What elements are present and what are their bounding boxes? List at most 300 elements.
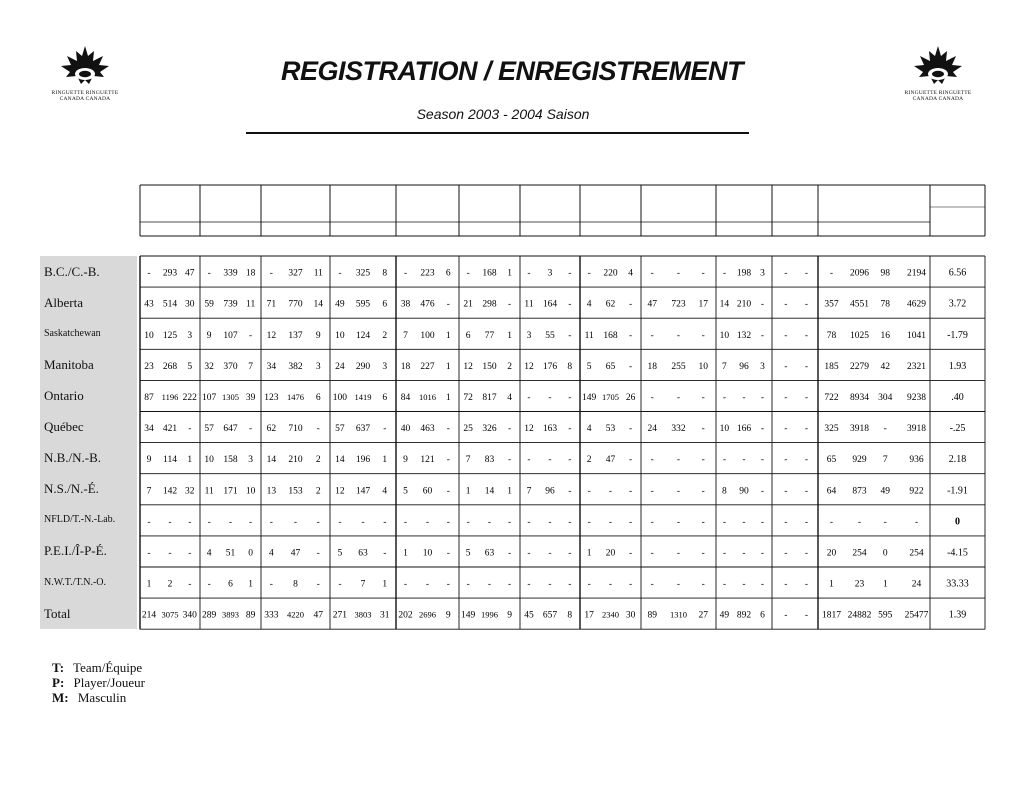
table-cell: -	[722, 517, 726, 528]
table-cell: -	[760, 455, 765, 466]
table-cell: 64	[826, 486, 837, 497]
table-cell: -	[676, 268, 681, 279]
table-cell: -4.15	[947, 547, 968, 559]
table-cell: 7	[526, 486, 532, 497]
table-cell: -	[188, 579, 192, 590]
table-cell: 7	[882, 455, 888, 466]
table-cell: -	[804, 392, 809, 403]
table-cell: 1817	[821, 610, 841, 621]
table-cell: 18	[647, 361, 657, 372]
table-cell: 65	[605, 361, 616, 372]
table-cell: -	[249, 517, 253, 528]
table-cell: 100	[332, 392, 348, 403]
row-label: N.W.T./T.N.-O.	[44, 576, 107, 588]
legend-text: Masculin	[74, 690, 127, 705]
table-cell: 14	[335, 455, 345, 466]
table-cell: 223	[420, 268, 435, 279]
table-cell: -1.91	[947, 485, 968, 497]
table-cell: -	[147, 548, 151, 559]
table-cell: 1	[465, 486, 471, 497]
table-cell: 1310	[670, 609, 687, 620]
legend-key: M:	[52, 690, 69, 705]
table-cell: 78	[880, 299, 890, 310]
table-cell: -	[784, 361, 788, 372]
table-cell: 71	[266, 299, 277, 310]
table-cell: 11	[204, 486, 214, 497]
table-cell: 1476	[287, 391, 304, 402]
table-cell: 4220	[287, 609, 304, 620]
table-cell: 220	[603, 268, 618, 279]
table-cell: 1041	[907, 330, 927, 341]
table-cell: 123	[264, 392, 279, 403]
table-cell: -	[568, 455, 572, 466]
table-cell: -	[508, 579, 512, 590]
table-cell: -	[316, 579, 320, 590]
table-cell: -	[383, 548, 387, 559]
table-cell: 62	[266, 424, 277, 435]
table-cell: 168	[603, 330, 618, 341]
table-cell: 298	[482, 299, 497, 310]
table-cell: 254	[852, 548, 867, 559]
table-cell: -	[207, 517, 211, 528]
table-cell: -	[568, 268, 572, 279]
table-cell: 21	[463, 299, 473, 310]
table-cell: 1	[445, 361, 451, 372]
table-cell: 23	[854, 579, 865, 590]
table-cell: -	[883, 517, 887, 528]
table-cell: -	[629, 517, 633, 528]
table-cell: -	[508, 299, 512, 310]
table-cell: 45	[524, 610, 534, 621]
table-cell: 196	[355, 455, 371, 466]
table-cell: 4551	[849, 299, 869, 310]
table-cell: -	[568, 392, 572, 403]
table-cell: 3.72	[948, 298, 967, 310]
table-cell: -	[425, 517, 430, 528]
table-cell: 2321	[907, 361, 927, 372]
table-cell: 10	[144, 330, 154, 341]
table-cell: -	[527, 392, 531, 403]
table-cell: -	[446, 548, 450, 559]
table-cell: 10	[335, 330, 345, 341]
table-cell: -	[466, 579, 470, 590]
table-cell: 340	[182, 610, 197, 621]
table-cell: 289	[202, 610, 217, 621]
table-cell: 42	[880, 361, 890, 372]
table-cell: 4	[507, 392, 513, 403]
table-cell: 43	[144, 299, 154, 310]
row-label: Saskatchewan	[44, 327, 101, 339]
table-cell: 647	[223, 424, 238, 435]
table-cell: -	[608, 579, 613, 590]
table-cell: 8	[293, 579, 298, 590]
table-cell: 339	[223, 268, 238, 279]
table-cell: 3918	[907, 424, 927, 435]
table-cell: 163	[542, 424, 558, 435]
row-label: Total	[44, 605, 71, 621]
table-cell: -	[784, 392, 788, 403]
table-cell: 40	[400, 424, 411, 435]
table-cell: -	[722, 548, 726, 559]
table-cell: -	[701, 486, 705, 497]
table-cell: 11	[584, 330, 594, 341]
table-cell: -	[508, 424, 512, 435]
table-cell: 892	[736, 610, 752, 621]
table-cell: -	[608, 486, 613, 497]
table-cell: -	[804, 424, 809, 435]
table-cell: -	[568, 579, 572, 590]
table-cell: -	[804, 268, 809, 279]
table-cell: 0	[955, 516, 960, 528]
table-cell: 421	[162, 424, 178, 435]
table-cell: 0	[248, 548, 254, 559]
table-cell: 49	[335, 299, 345, 310]
table-cell: 9	[403, 455, 408, 466]
row-label: P.E.I./Î-P-É.	[44, 543, 107, 559]
table-cell: -	[804, 361, 809, 372]
table-cell: -	[914, 517, 919, 528]
table-cell: 1.93	[948, 360, 967, 372]
table-cell: 0	[882, 548, 888, 559]
table-cell: 32	[204, 361, 214, 372]
table-cell: -	[784, 424, 788, 435]
table-cell: -	[676, 392, 681, 403]
table-cell: -	[784, 268, 788, 279]
table-cell: 382	[288, 361, 303, 372]
table-cell: 9	[206, 330, 212, 341]
table-cell: 150	[482, 361, 497, 372]
table-cell: -	[168, 517, 172, 528]
table-cell: -	[650, 392, 654, 403]
table-cell: 24	[911, 579, 922, 590]
table-cell: -	[742, 392, 746, 403]
table-cell: 271	[332, 610, 348, 621]
table-cell: 98	[880, 268, 890, 279]
table-cell: 1	[187, 455, 193, 466]
table-cell: -	[722, 268, 726, 279]
row-label: NFLD/T.-N.-Lab.	[44, 514, 116, 526]
table-cell: 6	[382, 299, 388, 310]
table-cell: 922	[909, 486, 924, 497]
table-cell: 304	[878, 392, 893, 403]
table-cell: 6	[445, 268, 451, 279]
table-cell: 142	[162, 486, 178, 497]
table-cell: 2	[315, 455, 321, 466]
table-cell: 254	[909, 548, 924, 559]
table-cell: -	[722, 579, 726, 590]
table-cell: 333	[264, 610, 279, 621]
table-cell: 2	[507, 361, 513, 372]
table-cell: 8	[567, 610, 573, 621]
table-cell: 325	[824, 424, 839, 435]
row-label: Manitoba	[44, 356, 94, 372]
table-cell: -	[650, 517, 654, 528]
table-cell: 1419	[354, 391, 372, 402]
table-cell: 2	[382, 330, 388, 341]
table-cell: 5	[187, 361, 193, 372]
table-cell: 6	[228, 579, 233, 590]
table-cell: 4	[206, 548, 212, 559]
table-cell: 149	[461, 610, 476, 621]
table-cell: 59	[204, 299, 214, 310]
table-cell: 1	[382, 579, 388, 590]
table-cell: 2096	[849, 268, 869, 279]
table-cell: 325	[355, 268, 371, 279]
table-cell: 57	[335, 424, 345, 435]
page-title: REGISTRATION / ENREGISTREMENT	[280, 56, 744, 86]
table-cell: -	[760, 392, 765, 403]
table-cell: 8	[567, 361, 573, 372]
table-cell: -	[568, 424, 572, 435]
table-cell: 9	[315, 330, 321, 341]
table-cell: 25477	[904, 610, 929, 621]
table-cell: -	[446, 579, 450, 590]
table-cell: 63	[358, 548, 368, 559]
table-cell: 1	[507, 330, 513, 341]
table-cell: 210	[736, 299, 752, 310]
table-cell: -	[804, 455, 809, 466]
table-cell: -	[804, 548, 809, 559]
table-cell: -	[466, 517, 470, 528]
table-cell: 255	[671, 361, 686, 372]
table-cell: -	[629, 548, 633, 559]
table-cell: 7	[146, 486, 152, 497]
table-cell: -	[760, 517, 765, 528]
table-cell: 1	[403, 548, 408, 559]
table-cell: 214	[141, 610, 157, 621]
table-cell: -	[742, 455, 746, 466]
table-cell: 24	[335, 361, 345, 372]
table-cell: 3	[187, 330, 193, 341]
table-cell: 3	[760, 268, 765, 279]
table-cell: -	[568, 548, 572, 559]
table-cell: -	[269, 579, 273, 590]
table-cell: -	[568, 299, 572, 310]
table-cell: 3	[315, 361, 321, 372]
table-cell: 49	[719, 610, 730, 621]
table-cell: 51	[225, 548, 236, 559]
row-label: B.C./C.-B.	[44, 263, 100, 279]
table-cell: -	[804, 610, 809, 621]
table-cell: 9	[146, 455, 152, 466]
table-cell: 2.18	[948, 454, 967, 466]
table-cell: -	[650, 330, 654, 341]
table-cell: -	[508, 455, 512, 466]
table-cell: 47	[313, 610, 324, 621]
table-cell: -	[629, 486, 633, 497]
table-cell: -	[338, 517, 342, 528]
logo-caption-line1: RINGUETTE RINGUETTE	[51, 90, 119, 96]
table-cell: -	[228, 517, 233, 528]
table-cell: 153	[288, 486, 303, 497]
table-cell: -	[676, 455, 681, 466]
table-cell: -	[760, 486, 765, 497]
table-cell: 929	[852, 455, 867, 466]
table-cell: 2279	[849, 361, 869, 372]
table-cell: 17	[698, 299, 708, 310]
legend-item	[52, 660, 145, 675]
table-cell: 476	[420, 299, 435, 310]
legend-item	[52, 690, 145, 705]
table-cell: -	[760, 424, 765, 435]
table-cell: -	[701, 579, 705, 590]
table-cell: 4	[586, 424, 592, 435]
table-cell: -	[629, 455, 633, 466]
table-cell: 84	[400, 392, 411, 403]
table-cell: 17	[584, 610, 594, 621]
table-cell: 202	[398, 610, 413, 621]
table-cell: -	[316, 424, 320, 435]
table-cell: -	[316, 548, 320, 559]
logo-caption-line2: CANADA CANADA	[912, 96, 964, 102]
table-cell: 2194	[907, 268, 927, 279]
table-cell: -	[760, 548, 765, 559]
table-cell: -	[784, 610, 788, 621]
table-cell: -	[446, 517, 450, 528]
table-cell: 5	[403, 486, 408, 497]
table-cell: -	[829, 268, 834, 279]
table-cell: 12	[463, 361, 473, 372]
table-cell: 164	[542, 299, 558, 310]
table-cell: -	[676, 330, 681, 341]
table-cell: 89	[245, 610, 256, 621]
legend-key: P:	[52, 675, 65, 690]
table-cell: -	[425, 579, 430, 590]
table-cell: 6	[315, 392, 321, 403]
table-cell: 9238	[907, 392, 927, 403]
table-cell: 96	[545, 486, 555, 497]
table-cell: 12	[524, 361, 534, 372]
table-cell: 1	[882, 579, 888, 590]
table-cell: -	[548, 455, 552, 466]
table-cell: 4629	[907, 299, 927, 310]
table-cell: 7	[722, 361, 727, 372]
table-cell: -	[293, 517, 298, 528]
table-cell: 1	[829, 579, 834, 590]
table-cell: 1	[382, 455, 388, 466]
table-cell: -	[742, 548, 746, 559]
table-cell: 24	[647, 424, 657, 435]
table-cell: -	[701, 268, 705, 279]
table-cell: 770	[288, 299, 303, 310]
table-cell: -	[403, 268, 408, 279]
table-cell: -	[701, 548, 705, 559]
table-cell: 3075	[161, 609, 179, 620]
legend-key: T:	[52, 660, 65, 675]
table-cell: -	[760, 579, 765, 590]
table-cell: -	[650, 455, 654, 466]
table-cell: 96	[739, 361, 749, 372]
table-cell: -	[701, 392, 705, 403]
table-cell: -	[784, 579, 788, 590]
table-cell: 90	[739, 486, 749, 497]
table-cell: 1	[507, 486, 513, 497]
table-cell: 1	[146, 579, 152, 590]
table-cell: 3	[382, 361, 388, 372]
table-cell: 332	[671, 424, 686, 435]
row-label: N.S./N.-É.	[44, 481, 99, 497]
table-cell: 710	[288, 424, 303, 435]
table-cell: -	[338, 579, 342, 590]
table-cell: -	[338, 268, 342, 279]
table-cell: 7	[465, 455, 471, 466]
table-cell: 8	[382, 268, 388, 279]
table-cell: 227	[420, 361, 435, 372]
table-cell: -	[760, 330, 765, 341]
table-cell: 3	[760, 361, 765, 372]
table-cell: -	[784, 486, 788, 497]
table-cell: -	[804, 299, 809, 310]
table-cell: -	[383, 424, 387, 435]
table-cell: -	[188, 517, 192, 528]
table-cell: -	[784, 330, 788, 341]
table-cell: 62	[605, 299, 616, 310]
table-cell: 100	[420, 330, 435, 341]
table-cell: 16	[880, 330, 890, 341]
legend-text: Team/Équipe	[70, 660, 143, 675]
table-cell: 31	[380, 610, 390, 621]
table-cell: 49	[880, 486, 890, 497]
table-cell: 12	[524, 424, 534, 435]
table-cell: 6	[382, 392, 388, 403]
table-cell: 370	[223, 361, 238, 372]
row-label: Alberta	[44, 294, 83, 310]
table-cell: 7	[248, 361, 254, 372]
table-cell: 2	[586, 455, 592, 466]
table-cell: 327	[288, 268, 303, 279]
table-cell: -	[446, 486, 450, 497]
table-cell: 657	[542, 610, 558, 621]
table-cell: 10	[422, 548, 433, 559]
table-cell: -	[548, 517, 552, 528]
table-cell: -	[548, 392, 552, 403]
table-cell: -	[487, 579, 492, 590]
table-cell: 210	[288, 455, 303, 466]
table-cell: 1	[445, 330, 451, 341]
table-cell: 4	[382, 486, 388, 497]
table-cell: 293	[162, 268, 178, 279]
table-cell: 39	[245, 392, 256, 403]
table-cell: -	[722, 455, 726, 466]
table-cell: 20	[605, 548, 616, 559]
table-cell: 6	[760, 610, 765, 621]
table-cell: -	[701, 517, 705, 528]
table-cell: 739	[223, 299, 238, 310]
table-cell: -	[587, 486, 591, 497]
table-cell: -	[446, 424, 450, 435]
table-cell: 34	[266, 361, 277, 372]
table-cell: 2340	[602, 609, 619, 620]
table-cell: 83	[484, 455, 495, 466]
table-cell: 171	[223, 486, 238, 497]
table-cell: 38	[400, 299, 411, 310]
table-cell: -	[548, 579, 552, 590]
table-cell: 47	[290, 548, 301, 559]
table-cell: -	[466, 268, 470, 279]
table-cell: 14	[313, 299, 324, 310]
table-cell: 18	[245, 268, 256, 279]
table-cell: 3	[526, 330, 532, 341]
table-cell: 9	[445, 610, 451, 621]
table-cell: 3918	[849, 424, 869, 435]
table-cell: -	[508, 517, 512, 528]
table-cell: 5	[586, 361, 592, 372]
table-cell: 12	[266, 330, 277, 341]
table-cell: 23	[144, 361, 154, 372]
table-cell: -1.79	[947, 329, 968, 341]
table-cell: -	[527, 517, 531, 528]
table-cell: -	[784, 455, 788, 466]
